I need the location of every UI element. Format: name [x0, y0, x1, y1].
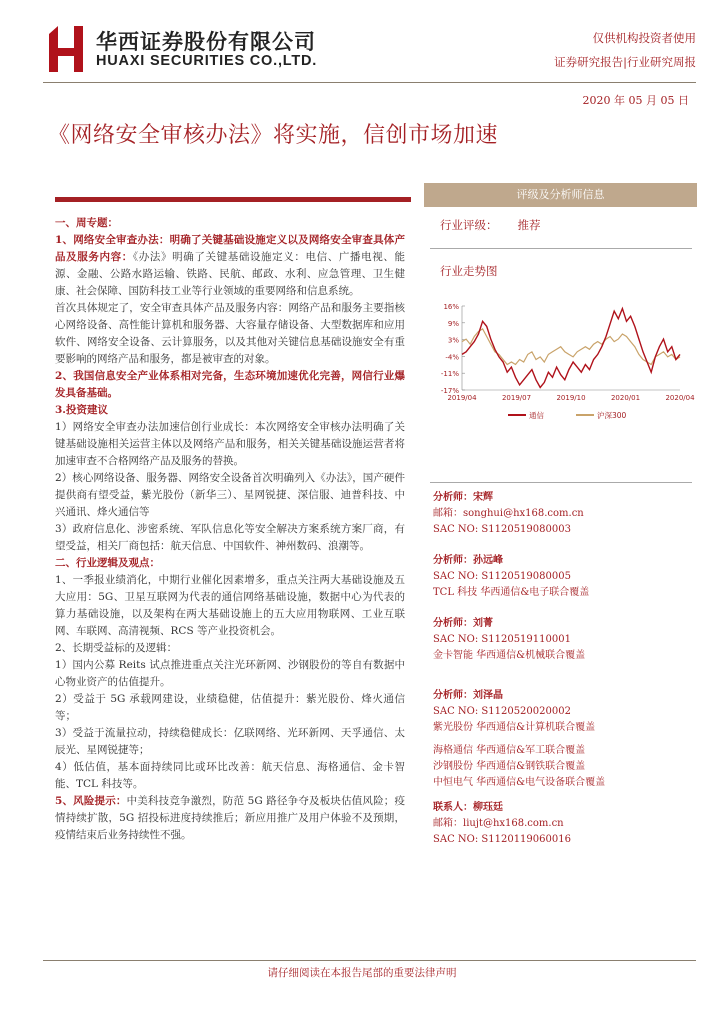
x-tick-label: 2019/07	[501, 394, 532, 402]
logic-1: 1、一季报业绩消化，中期行业催化因素增多，重点关注两大基础设施及五大应用：5G、卫星互联网为代表的通信网络基础设施，数据中心为代表的算力基础设施，以及架构在两大基础设施上的五大应用物联网、工业互联网、车联网、高清视频、RCS 等产业投资机会。	[55, 574, 405, 637]
y-tick-label: -17%	[440, 387, 459, 395]
advice-1: 1）网络安全审查办法加速信创行业成长：本次网络安全审核办法明确了关键基础设施相关运营主体以及网络产品和服务，相关关键基础设施运营者将加速审查不合格网络产品及服务的替换。	[55, 421, 405, 467]
x-tick-label: 2019/10	[556, 394, 586, 402]
legend-label-0: 通信	[529, 411, 544, 420]
logic-2-3: 3）受益于流量拉动，持续稳健成长：亿联网络、光环新网、天孚通信、太辰光、星网锐捷等；	[55, 727, 405, 756]
advice-2: 2）核心网络设备、服务器、网络安全设备首次明确列入《办法》，国产硬件提供商有望受益，紫光股份（新华三）、星网锐捷、深信服、迪普科技、中兴通讯、烽火通信等	[55, 472, 405, 518]
analyst-1: 分析师：宋辉 邮箱：songhui@hx168.com.cn SAC NO: S1120519080003	[433, 492, 584, 535]
section-1-1: 1、网络安全审查办法：明确了关键基础设施定义以及网络安全审查具体产品及服务内容：《办法》明确了关键基础设施定义：电信、广播电视、能源、金融、公路水路运输、铁路、民航、邮政、水利、应急管理、卫生健康、社会保障、国防科技工业等行业领域的重要网络和信息系统。	[55, 234, 406, 297]
x-tick-label: 2020/01	[610, 394, 641, 402]
y-tick-label: 3%	[447, 336, 459, 345]
logic-2-4: 4）低估值，基本面持续同比或环比改善：航天信息、海格通信、金卡智能、TCL 科技等。	[55, 761, 405, 790]
logic-2-2: 2）受益于 5G 承载网建设，业绩稳健，估值提升：紫光股份、烽火通信等；	[55, 693, 405, 722]
y-tick-label: -11%	[440, 370, 459, 379]
y-tick-label: 9%	[447, 319, 459, 328]
industry-rating: 行业评级： 推荐	[440, 218, 541, 232]
footer-divider	[43, 960, 696, 961]
report-title: 《网络安全审核办法》将实施，信创市场加速	[48, 123, 499, 148]
legend-label-1: 沪深300	[597, 411, 627, 420]
rating-value: 推荐	[517, 218, 541, 232]
risk-section: 5、风险提示：中美科技竞争激烈，防范 5G 路径争夺及板块估值风险；疫情持续扩散，5G 招投标进度持续推后；新应用推广及用户体验不及预期，疫情结束后业务持续性不强。	[55, 795, 405, 841]
section-1-heading: 一、周专题：	[55, 217, 118, 229]
contact: 联系人：柳珏廷 邮箱：liujt@hx168.com.cn SAC NO: S1120119060016	[433, 802, 571, 845]
analyst-4: 分析师：刘泽晶 SAC NO: S1120520020002 紫光股份 华西通信&计算机联合覆盖	[433, 690, 596, 733]
x-tick-label: 2019/04	[447, 394, 477, 402]
company-name-en: HUAXI SECURITIES CO.,LTD.	[96, 53, 318, 69]
trend-chart-title: 行业走势图	[440, 264, 498, 278]
y-tick-label: 16%	[443, 303, 459, 311]
divider	[430, 248, 692, 249]
advice-3: 3）政府信息化、涉密系统、军队信息化等安全解决方案系统方案厂商，有望受益，相关厂商包括：航天信息、中国软件、神州数码、浪潮等。	[55, 523, 405, 552]
legal-notice: 请仔细阅读在本报告尾部的重要法律声明	[267, 967, 457, 979]
report-date: 2020 年 05 月 05 日	[582, 94, 689, 107]
section-1-2: 2、我国信息安全产业体系相对完备，生态环境加速优化完善，网信行业爆发具备基础。	[55, 370, 405, 399]
report-type: 证券研究报告|行业研究周报	[554, 55, 696, 69]
title-accent-bar	[55, 197, 411, 202]
logic-2-1: 1）国内公募 Reits 试点推进重点关注光环新网、沙钢股份的等自有数据中心物业资产的估值提升。	[55, 659, 405, 688]
y-tick-label: -4%	[445, 353, 459, 362]
section-1-3-heading: 3.投资建议	[55, 404, 108, 416]
x-tick-label: 2020/04	[665, 394, 695, 402]
divider	[430, 482, 692, 483]
joint-coverage: 海格通信 华西通信&军工联合覆盖 沙钢股份 华西通信&钢铁联合覆盖 中恒电气 华西通信&电气设备联合覆盖	[433, 745, 606, 788]
industry-trend-chart	[430, 300, 695, 430]
series-line-hs300	[462, 329, 680, 365]
company-name-cn: 华西证券股份有限公司	[96, 30, 316, 54]
section-2-heading: 二、行业逻辑及观点：	[55, 557, 160, 569]
left-column	[55, 215, 405, 844]
huaxi-logo-icon	[47, 24, 85, 72]
section-1-1-detail: 首次具体规定了，安全审查具体产品及服务内容：网络产品和服务主要指核心网络设备、高性能计算机和服务器、大容量存储设备、大型数据库和应用软件、网络安全设备、云计算服务，以及其他对关键信息基础设施安全有重要影响的网络产品和服务，都是被审查的对象。	[55, 302, 405, 365]
analyst-3: 分析师：刘菁 SAC NO: S1120519110001 金卡智能 华西通信&机械联合覆盖	[433, 618, 586, 661]
series-line-telecom	[462, 309, 680, 388]
rating-box-header: 评级及分析师信息	[424, 183, 697, 207]
audience-note: 仅供机构投资者使用	[592, 31, 696, 45]
header-divider	[43, 82, 696, 83]
logic-2: 2、长期受益标的及逻辑：	[55, 642, 178, 654]
analyst-2: 分析师：孙远峰 SAC NO: S1120519080005 TCL 科技 华西通信&电子联合覆盖	[433, 555, 590, 598]
